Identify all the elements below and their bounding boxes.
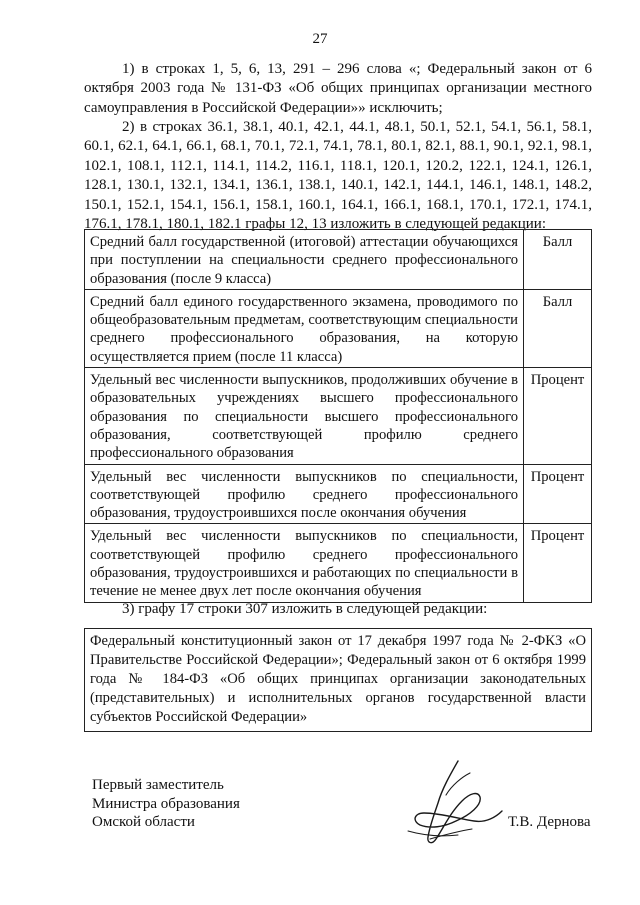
table-row bbox=[85, 289, 592, 367]
table-row bbox=[85, 464, 592, 524]
signer-title-line-3: Омской области bbox=[92, 814, 195, 831]
table-cell-description: Средний балл единого государственного экзамена, проводимого по общеобразовательным предметам, соответствующим специальности среднего профессионального образования, на которую осуществляется прием (после 11 класса) bbox=[85, 289, 524, 367]
paragraph-1: 1) в строках 1, 5, 6, 13, 291 – 296 слова «; Федеральный закон от 6 октября 2003 года № 131-ФЗ «Об общих принципах организации местного самоуправления в Российской Федерации»» исключить; bbox=[84, 61, 592, 116]
table-cell-description: Удельный вес численности выпускников, продолживших обучение в образовательных учреждениях высшего профессионального образования по специальности высшего профессионального образования, соответствующей профилю среднего профессионального образования bbox=[85, 368, 524, 464]
page-number: 27 bbox=[312, 31, 328, 47]
table-cell-unit: Процент bbox=[524, 464, 592, 524]
paragraph-2: 2) в строках 36.1, 38.1, 40.1, 42.1, 44.1, 48.1, 50.1, 52.1, 54.1, 56.1, 58.1, 60.1, 62.1, 64.1, 66.1, 68.1, 70.1, 72.1, 74.1, 78.1, 80.1, 82.1, 88.1, 90.1, 92.1, 98.1, 102.1, 108.1, 112.1, 114.1, 114.2, 116.1, 118.1, 120.1, 120.2, 122.1, 124.1, 126.1, 128.1, 130.1, 132.1, 134.1, 136.1, 138.1, 140.1, 142.1, 144.1, 146.1, 148.1, 148.2, 150.1, 152.1, 154.1, 156.1, 158.1, 160.1, 164.1, 166.1, 168.1, 170.1, 172.1, 174.1, 176.1, 178.1, 180.1, 182.1 графы 12, 13 изложить в следующей редакции: bbox=[84, 119, 592, 233]
paragraph-3: 3) графу 17 строки 307 изложить в следующей редакции: bbox=[122, 601, 488, 617]
table-row bbox=[85, 368, 592, 464]
table-row bbox=[85, 230, 592, 290]
signer-name: Т.В. Дернова bbox=[508, 814, 591, 830]
signer-title-line-2: Министра образования bbox=[92, 795, 240, 812]
table-cell-description: Средний балл государственной (итоговой) аттестации обучающихся при поступлении на специальности среднего профессионального образования (после 9 класса) bbox=[85, 230, 524, 290]
laws-box: Федеральный конституционный закон от 17 декабря 1997 года № 2-ФКЗ «О Правительстве Российской Федерации»; Федеральный закон от 6 октября 1999 года № 184-ФЗ «Об общих принципах организации законодательных (представительных) и исполнительных органов государственной власти субъектов Российской Федерации» bbox=[84, 628, 592, 732]
table-cell-description: Удельный вес численности выпускников по специальности, соответствующей профилю среднего профессионального образования, трудоустроившихся после окончания обучения bbox=[85, 464, 524, 524]
table-row bbox=[85, 524, 592, 602]
table-cell-unit: Балл bbox=[524, 289, 592, 367]
signer-title-line-1: Первый заместитель bbox=[92, 777, 224, 793]
table-cell-unit: Процент bbox=[524, 368, 592, 464]
signature-image bbox=[400, 755, 510, 855]
table-cell-description: Удельный вес численности выпускников по специальности, соответствующей профилю среднего профессионального образования, трудоустроившихся и работающих по специальности в течение не менее двух лет после окончания обучения bbox=[85, 524, 524, 602]
table-cell-unit: Процент bbox=[524, 524, 592, 602]
signer-block bbox=[92, 776, 240, 832]
table-cell-unit: Балл bbox=[524, 230, 592, 290]
indicators-table bbox=[84, 229, 592, 603]
